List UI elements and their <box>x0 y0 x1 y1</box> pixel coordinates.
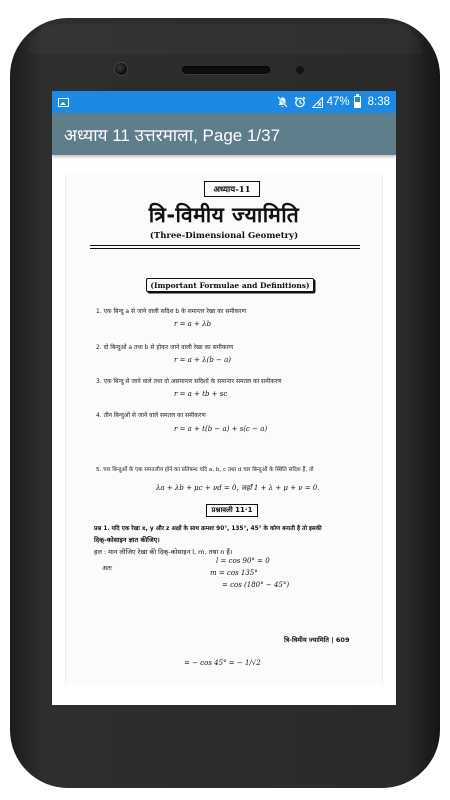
formula-item <box>96 465 314 473</box>
title-divider <box>90 245 360 246</box>
solution-line: l = cos 90° = 0 <box>216 557 270 565</box>
item-text: तीन बिन्दुओं से जाने वाले समतल का समीकरण <box>103 412 206 419</box>
no-signal-icon <box>312 97 323 108</box>
item-equation: r = a + λb <box>174 320 212 328</box>
proximity-sensor <box>296 66 304 74</box>
item-number: 5. <box>96 467 102 473</box>
solution-prefix: अतः <box>102 564 112 572</box>
page-title: अध्याय 11 उत्तरमाला, Page 1/37 <box>64 125 281 145</box>
pdf-page-viewer[interactable] <box>52 155 396 705</box>
page-footer: त्रि-विमीय ज्यामिति | 609 <box>284 636 350 644</box>
item-number: 2. <box>96 344 102 351</box>
clock: 8:38 <box>367 96 390 108</box>
front-camera <box>114 62 128 76</box>
chapter-title: त्रि-विमीय ज्यामिति <box>148 203 300 227</box>
item-number: 3. <box>96 378 102 385</box>
mute-icon <box>277 96 288 108</box>
chapter-subtitle: (Three-Dimensional Geometry) <box>149 231 299 241</box>
battery-percent: 47% <box>326 96 350 108</box>
formula-item <box>96 307 246 315</box>
chapter-label: अध्याय-11 <box>204 181 260 197</box>
item-number: 4. <box>96 412 102 419</box>
item-text: एक बिन्दु a से जाने वाली सदिश b के समान्तर रेखा का समीकरण <box>103 308 246 315</box>
formula-item <box>96 377 282 385</box>
item-text: दो बिन्दुओं a तथा b से होकर जाने वाली रेखा का समीकरण <box>103 344 234 351</box>
item-text: चार बिन्दुओं के एक समतलीय होने का प्रतिबन्ध यदि a, b, c तथा d चार बिन्दुओं के स्थिति सदिश हैं, तो <box>103 467 314 473</box>
question-text-cont: दिक्-कोसाइन ज्ञात कीजिए। <box>94 536 160 544</box>
device-screen <box>52 91 396 705</box>
document-page[interactable] <box>65 173 383 685</box>
alarm-icon <box>294 96 306 108</box>
item-number: 1. <box>96 308 102 315</box>
app-bar <box>52 113 396 155</box>
phone-glare <box>28 24 422 54</box>
item-text: एक बिन्दु से जाने वाले तथा दो असमान्तर सदिशों के समान्तर समतल का समीकरण <box>103 378 282 385</box>
bottom-equation: = − cos 45° = − 1/√2 <box>184 659 261 667</box>
status-bar <box>52 91 396 113</box>
formula-heading: (Important Formulae and Definitions) <box>146 278 314 292</box>
exercise-label: प्रश्नावली 11·1 <box>206 504 258 517</box>
solution-line: = cos (180° − 45°) <box>222 581 290 589</box>
solution-intro: हल : मान लीजिए रेखा की दिक्-कोसाइन l, m, तथा n हैं। <box>94 548 233 556</box>
formula-item <box>96 411 206 419</box>
item-equation: r = a + tb + sc <box>174 390 228 398</box>
item-equation: r = a + λ(b − a) <box>174 356 232 364</box>
question-text: प्रश्न 1. यदि एक रेखा x, y और z अक्षों के साथ क्रमशः 90°, 135°, 45° के कोण बनाती है तो इसकी <box>94 526 322 532</box>
formula-item <box>96 343 233 351</box>
battery-icon <box>354 96 361 108</box>
earpiece-speaker <box>182 66 270 74</box>
item-equation: r = a + t(b − a) + s(c − a) <box>174 425 268 433</box>
image-icon <box>58 98 69 107</box>
solution-line: m = cos 135° <box>210 569 258 577</box>
title-divider-thin <box>90 248 360 249</box>
item-equation: λa + λb + μc + νd = 0, जहाँ 1 + λ + μ + ν = 0. <box>156 484 320 492</box>
